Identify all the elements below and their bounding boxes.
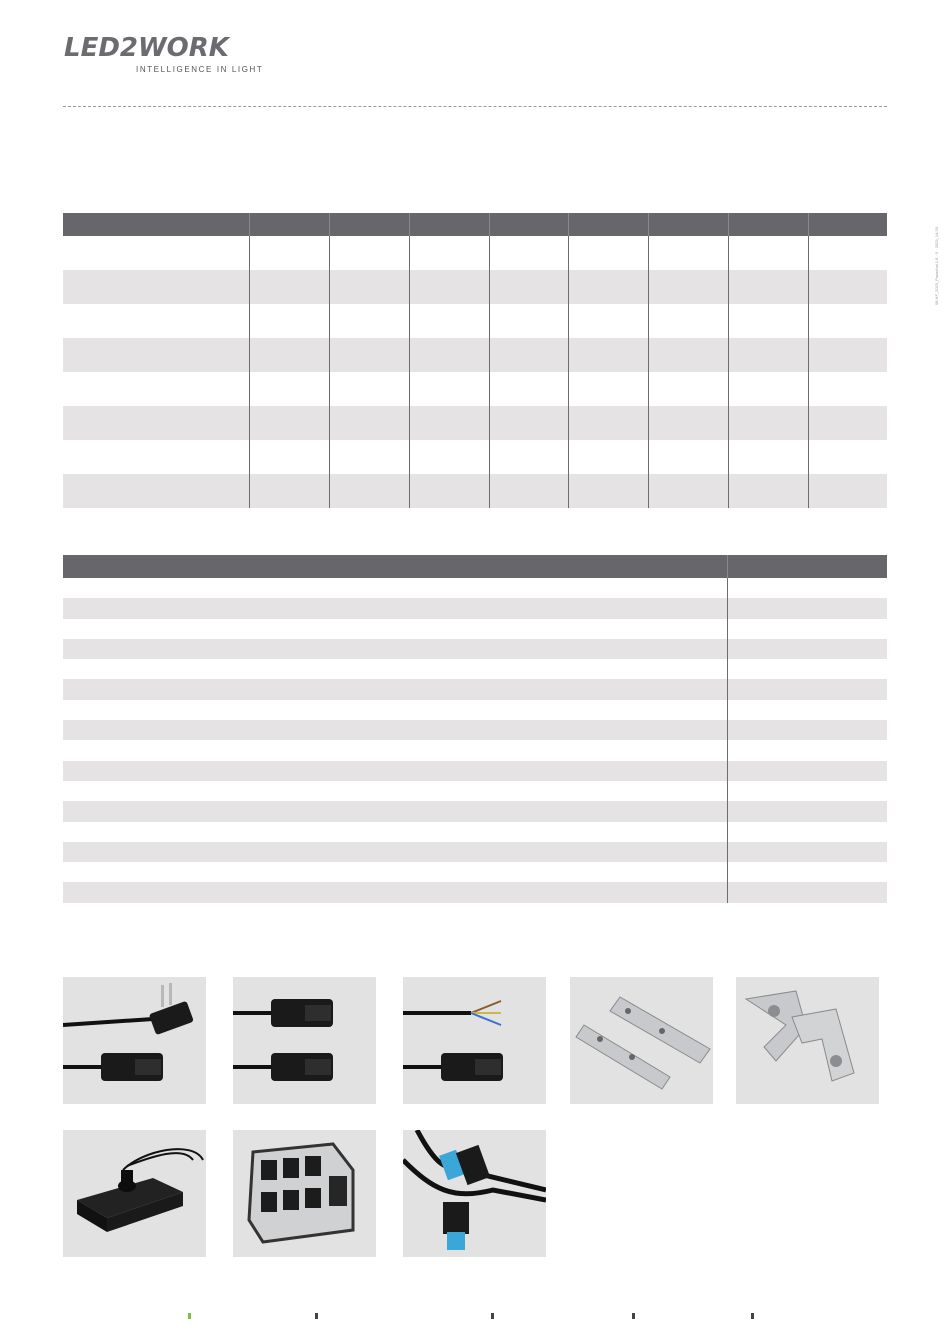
table-row: [63, 801, 887, 821]
table-row: [63, 598, 887, 618]
header-cell: [568, 213, 648, 236]
table-row: [63, 740, 887, 760]
header-cell: [249, 213, 329, 236]
mounting-plates-icon: [570, 977, 713, 1104]
table-row: [63, 304, 887, 338]
table-header-row: [63, 213, 887, 236]
table-row: [63, 679, 887, 699]
table-row: [63, 761, 887, 781]
table-row: [63, 781, 887, 801]
specification-table: [63, 213, 887, 508]
blue-connector-cable-icon: [403, 1130, 546, 1257]
dimmer-box-icon: [63, 1130, 206, 1257]
footer-tick: [491, 1313, 494, 1319]
table-row: [63, 474, 887, 508]
table-row: [63, 270, 887, 304]
table-row: [63, 578, 887, 598]
table-row: [63, 720, 887, 740]
header-cell: [329, 213, 409, 236]
table-row: [63, 659, 887, 679]
schuko-plug-cable-connector-icon: [63, 977, 206, 1104]
footer-tick: [632, 1313, 635, 1319]
header-cell: [409, 213, 489, 236]
footer-tick: [315, 1313, 318, 1319]
table-row: [63, 862, 887, 882]
header-divider: [63, 106, 887, 107]
header-cell: [63, 213, 249, 236]
power-distributor-icon: [233, 1130, 376, 1257]
header-cell: [63, 555, 727, 578]
table-row: [63, 882, 887, 902]
table-row: [63, 406, 887, 440]
accessories-table: [63, 555, 887, 903]
female-male-connector-cable-icon: [233, 977, 376, 1104]
footer-tick: [751, 1313, 754, 1319]
table-row: [63, 619, 887, 639]
table-row: [63, 236, 887, 270]
table-row: [63, 822, 887, 842]
mounting-brackets-icon: [736, 977, 879, 1104]
table-row: [63, 700, 887, 720]
svg-text:LED2WORK: LED2WORK: [64, 33, 229, 63]
brand-tagline: INTELLIGENCE IN LIGHT: [136, 65, 264, 74]
header-cell: [808, 213, 887, 236]
table-row: [63, 372, 887, 406]
header-cell: [648, 213, 728, 236]
side-document-code: 08 HF_2023_Pauschal 1.8 · 5 · 2023_14:33: [934, 227, 939, 305]
header-cell: [728, 213, 808, 236]
header-cell: [489, 213, 568, 236]
open-wire-cable-connector-icon: [403, 977, 546, 1104]
table-row: [63, 338, 887, 372]
led2work-logo-icon: [64, 30, 284, 70]
table-row: [63, 842, 887, 862]
header-cell: [727, 555, 887, 578]
table-row: [63, 639, 887, 659]
table-header-row: [63, 555, 887, 578]
table-row: [63, 440, 887, 474]
footer-tick: [188, 1313, 191, 1319]
